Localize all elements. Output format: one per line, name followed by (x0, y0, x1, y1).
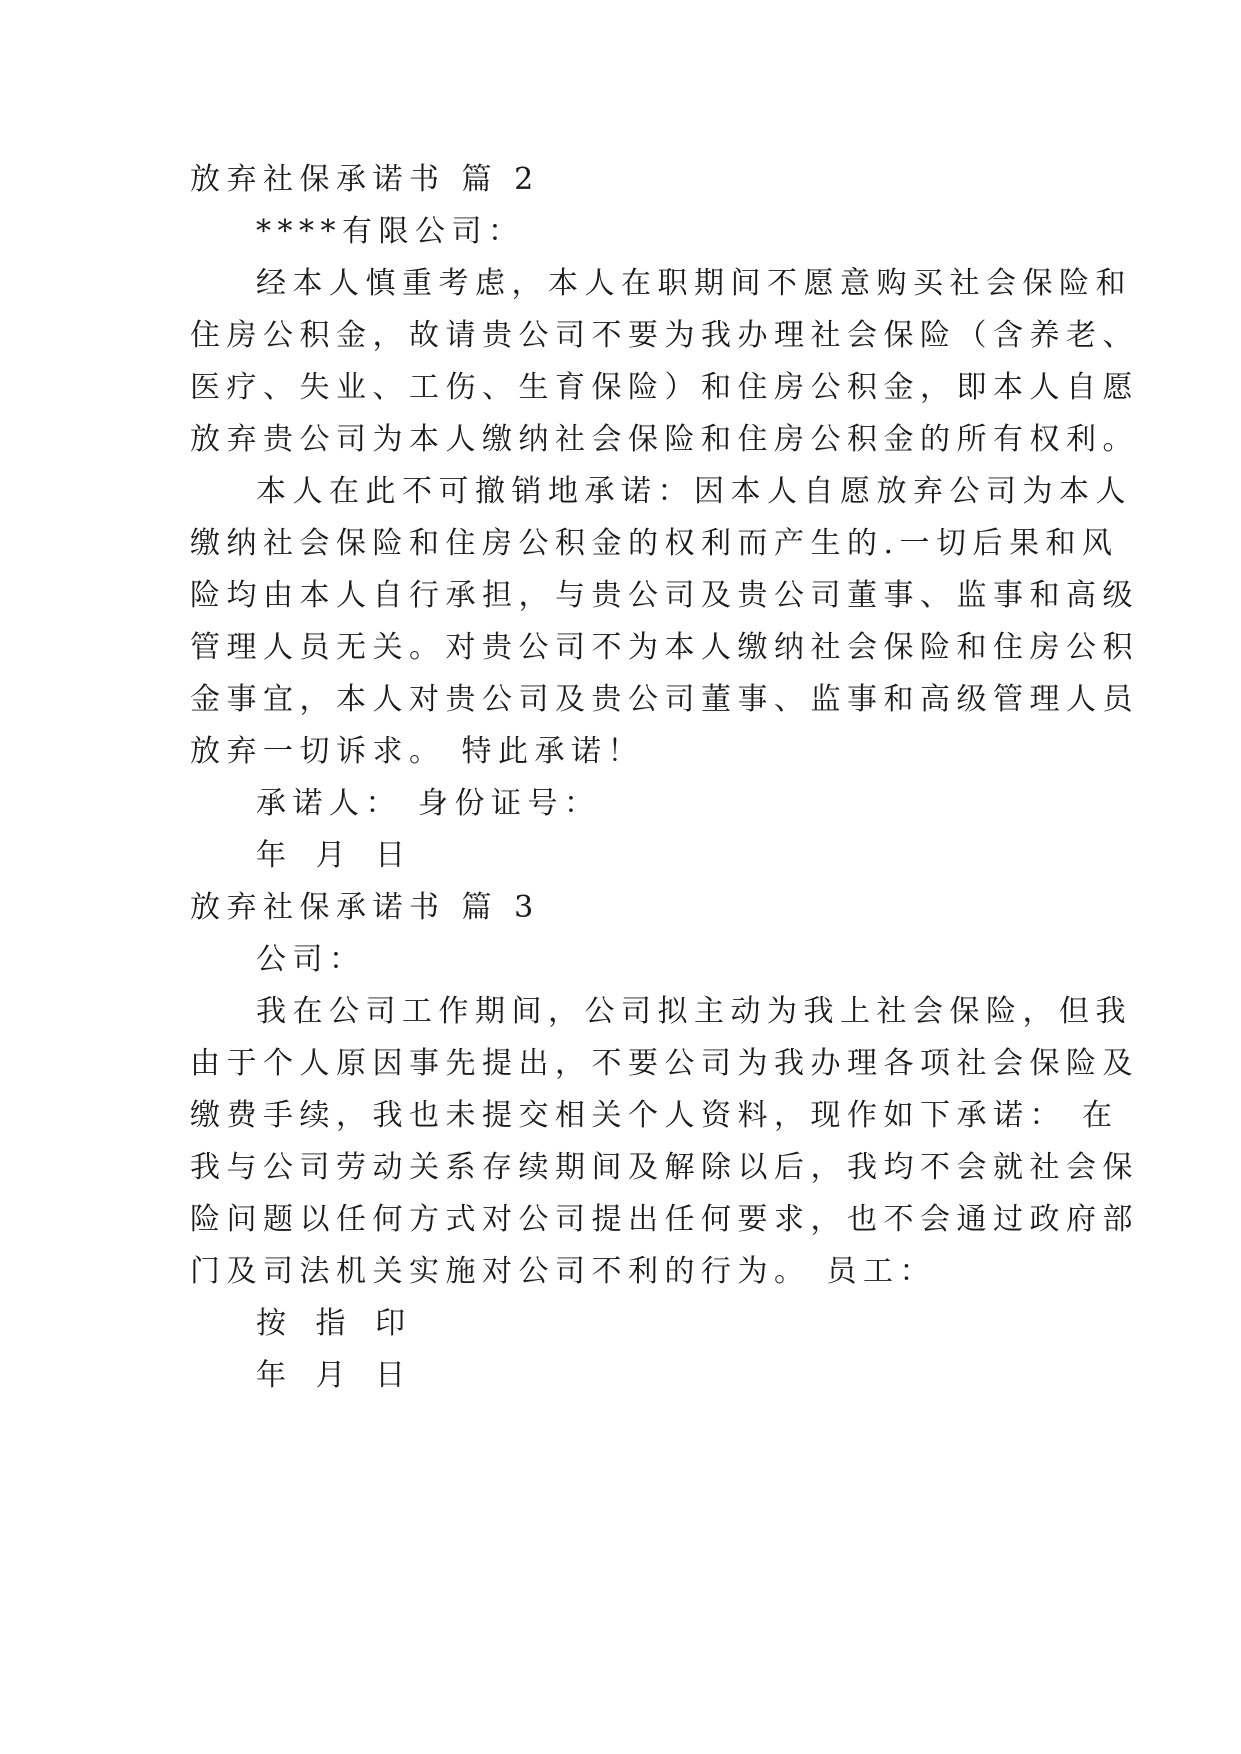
fingerprint-line: 按 指 印 (256, 1306, 416, 1341)
paragraph-line: 本人在此不可撤销地承诺：因本人自愿放弃公司为本人 (256, 474, 1132, 509)
paragraph-line: 缴费手续，我也未提交相关个人资料，现作如下承诺： 在 (190, 1098, 1119, 1133)
paragraph-line: 金事宜，本人对贵公司及贵公司董事、监事和高级管理人员 (190, 682, 1139, 717)
paragraph-line: 放弃一切诉求。 特此承诺！ (190, 734, 645, 769)
signer-line: 承诺人： 身份证号： (256, 786, 601, 821)
salutation: 公司： (256, 942, 366, 977)
paragraph-line: 我与公司劳动关系存续期间及解除以后，我均不会就社会保 (190, 1150, 1139, 1185)
salutation: ****有限公司： (256, 214, 525, 249)
paragraph-line: 放弃贵公司为本人缴纳社会保险和住房公积金的所有权利。 (190, 422, 1139, 457)
section-title: 放弃社保承诺书 篇 3 (190, 890, 540, 925)
section-title: 放弃社保承诺书 篇 2 (190, 162, 540, 197)
date-line: 年 月 日 (256, 1358, 416, 1393)
paragraph-line: 险问题以任何方式对公司提出任何要求，也不会通过政府部 (190, 1202, 1139, 1237)
paragraph-line: 经本人慎重考虑，本人在职期间不愿意购买社会保险和 (256, 266, 1132, 301)
paragraph-line: 险均由本人自行承担，与贵公司及贵公司董事、监事和高级 (190, 578, 1139, 613)
paragraph-line: 缴纳社会保险和住房公积金的权利而产生的.一切后果和风 (190, 526, 1119, 561)
paragraph-line: 由于个人原因事先提出，不要公司为我办理各项社会保险及 (190, 1046, 1139, 1081)
paragraph-line: 我在公司工作期间，公司拟主动为我上社会保险，但我 (256, 994, 1132, 1029)
paragraph-line: 住房公积金，故请贵公司不要为我办理社会保险（含养老、 (190, 318, 1139, 353)
paragraph-line: 门及司法机关实施对公司不利的行为。 员工： (190, 1254, 937, 1289)
date-line: 年 月 日 (256, 838, 416, 873)
paragraph-line: 管理人员无关。对贵公司不为本人缴纳社会保险和住房公积 (190, 630, 1139, 665)
paragraph-line: 医疗、失业、工伤、生育保险）和住房公积金，即本人自愿 (190, 370, 1139, 405)
